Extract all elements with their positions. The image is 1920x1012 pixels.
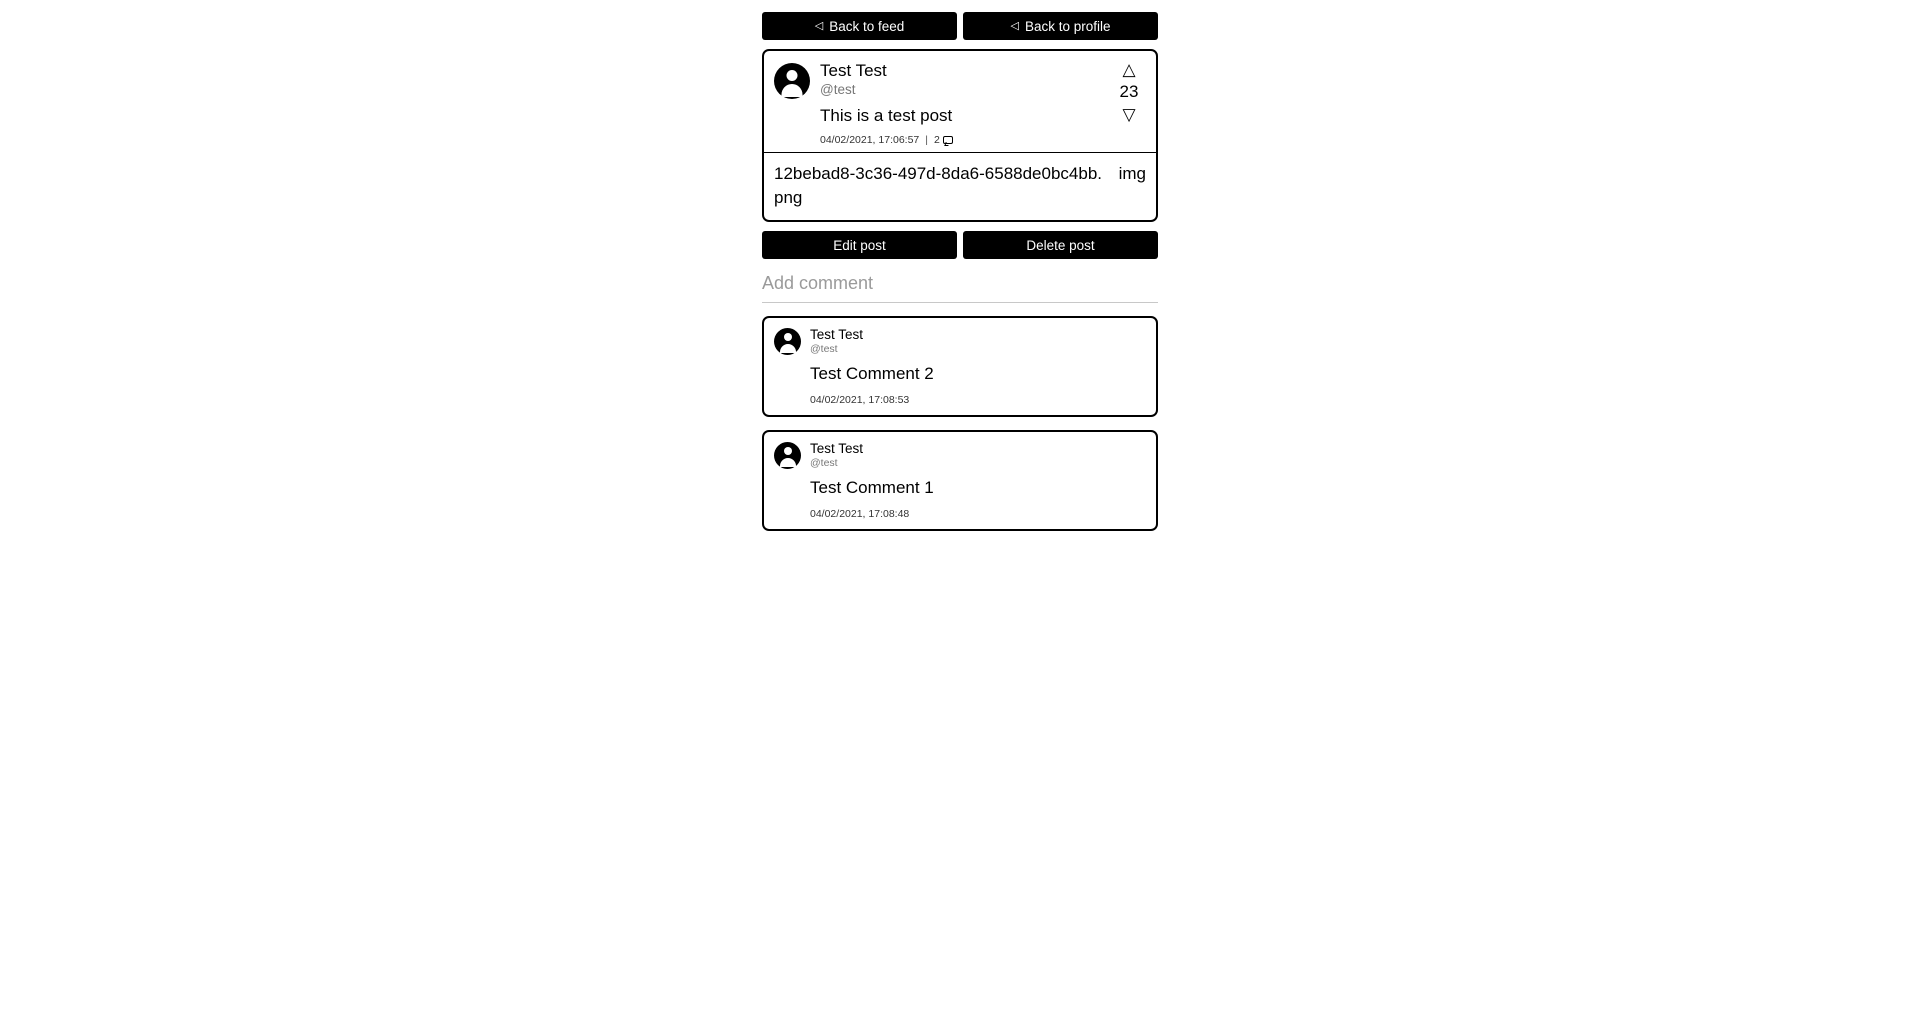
- post-comment-count: [934, 134, 953, 146]
- attachment-type-label: img: [1118, 164, 1146, 183]
- comment-body: [801, 441, 1146, 520]
- back-arrow-icon: ◁: [814, 19, 824, 32]
- navigation-buttons: [762, 12, 1158, 40]
- back-to-feed-label: Back to feed: [829, 18, 905, 34]
- avatar: [774, 442, 801, 469]
- post-action-buttons: [762, 231, 1158, 259]
- post-body: [810, 61, 1146, 146]
- back-to-feed-button[interactable]: [762, 12, 957, 40]
- post-card: [762, 49, 1158, 222]
- content-column: [762, 12, 1158, 531]
- comment-body: [801, 327, 1146, 406]
- post-timestamp: 04/02/2021, 17:06:57: [820, 134, 920, 146]
- comment-text: Test Comment 2: [810, 364, 934, 383]
- post-main: [764, 51, 1156, 152]
- attachment-filename[interactable]: 12bebad8-3c36-497d-8da6-6588de0bc4bb.png: [774, 164, 1103, 207]
- comment-author-handle: @test: [810, 343, 838, 355]
- comment-count-value: 2: [934, 134, 940, 146]
- comment-timestamp: 04/02/2021, 17:08:53: [810, 394, 910, 406]
- comment-author-name: Test Test: [810, 441, 864, 456]
- edit-post-button[interactable]: Edit post: [762, 231, 957, 259]
- list-item: [762, 316, 1158, 417]
- list-item: [762, 430, 1158, 531]
- back-arrow-icon: ◁: [1010, 19, 1019, 32]
- back-to-profile-label: Back to profile: [1024, 18, 1111, 34]
- post-author-handle: @test: [820, 82, 856, 97]
- downvote-icon[interactable]: ▽: [1122, 105, 1136, 124]
- vote-control: [1112, 59, 1146, 125]
- comment-author-name: Test Test: [810, 327, 864, 342]
- meta-separator: |: [925, 134, 928, 146]
- comment-author-handle: @test: [810, 457, 838, 469]
- comment-list: [762, 316, 1158, 531]
- delete-post-button[interactable]: Delete post: [963, 231, 1158, 259]
- add-comment-input[interactable]: [762, 273, 1158, 303]
- comment-text: Test Comment 1: [810, 478, 934, 497]
- upvote-icon[interactable]: △: [1122, 60, 1136, 79]
- post-attachment: [764, 152, 1156, 220]
- comment-timestamp: 04/02/2021, 17:08:48: [810, 508, 910, 520]
- post-author-name: Test Test: [820, 61, 887, 80]
- comment-icon: [943, 136, 953, 144]
- post-text: This is a test post: [820, 106, 953, 125]
- vote-score: 23: [1119, 82, 1139, 101]
- back-to-profile-button[interactable]: [963, 12, 1158, 40]
- avatar: [774, 63, 810, 99]
- post-meta: [820, 134, 1146, 146]
- avatar: [774, 328, 801, 355]
